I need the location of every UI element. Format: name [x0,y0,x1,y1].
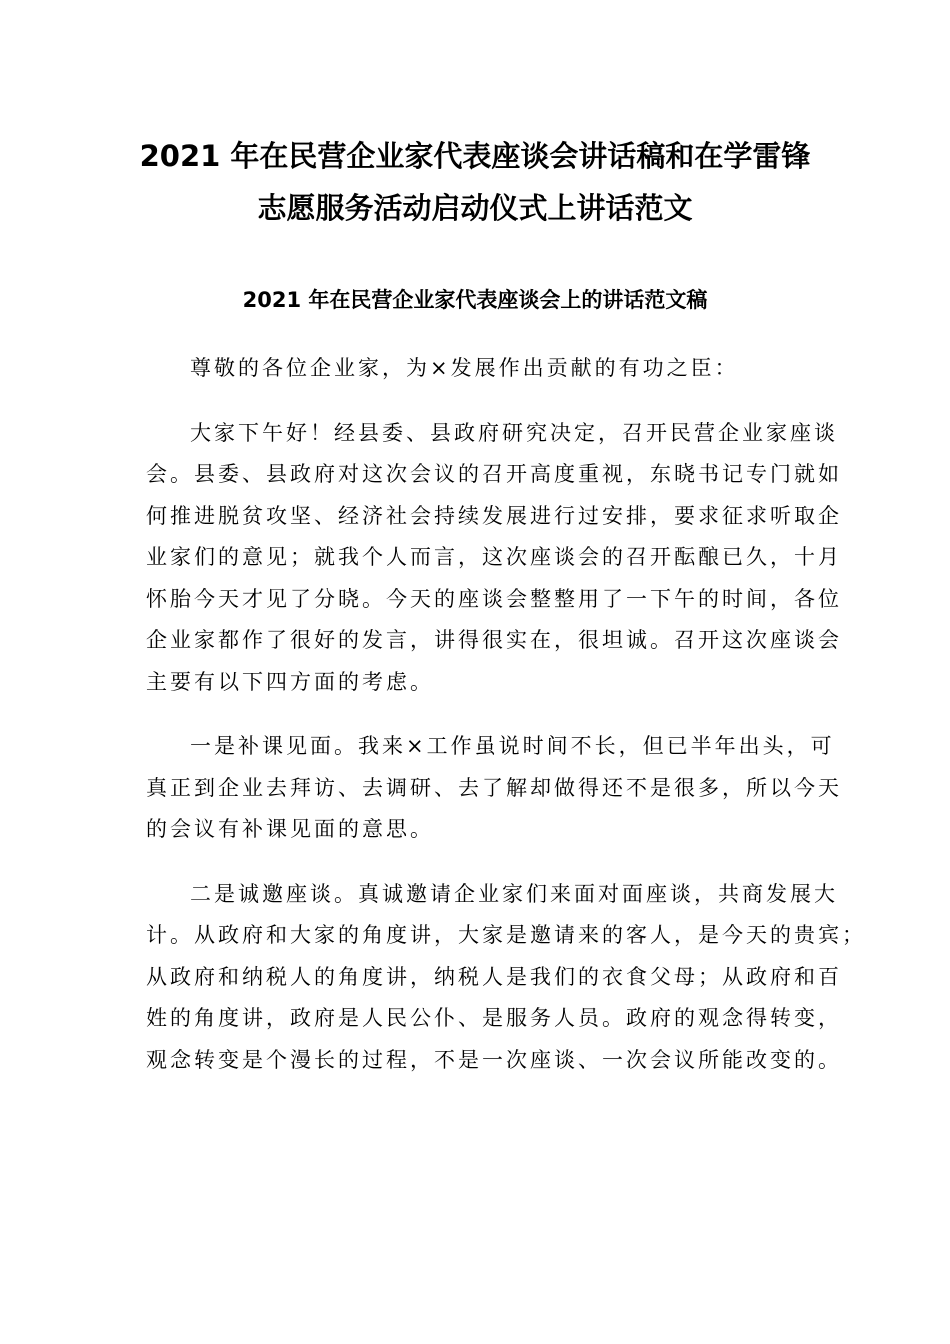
paragraph-line: 尊敬的各位企业家，为×发展作出贡献的有功之臣： [190,356,739,380]
paragraph-line: 企业家都作了很好的发言，讲得很实在，很坦诚。召开这次座谈会 [146,628,842,652]
paragraph-line: 主要有以下四方面的考虑。 [146,669,434,694]
paragraph-line: 观念转变是个漫长的过程，不是一次座谈、一次会议所能改变的。 [146,1047,842,1072]
document-title-line: 2021 年在民营企业家代表座谈会讲话稿和在学雷锋 [139,139,811,173]
paragraph-line: 何推进脱贫攻坚、经济社会持续发展进行过安排，要求征求听取企 [146,503,842,528]
paragraph-line: 从政府和纳税人的角度讲，纳税人是我们的衣食父母；从政府和百 [146,964,842,989]
paragraph-line: 会。县委、县政府对这次会议的召开高度重视，东晓书记专门就如 [146,462,842,486]
paragraph-line: 怀胎今天才见了分晓。今天的座谈会整整用了一下午的时间，各位 [146,586,842,611]
salutation-paragraph [146,348,806,390]
document-title-line: 志愿服务活动启动仪式上讲话范文 [257,191,693,225]
section-title: 2021 年在民营企业家代表座谈会上的讲话范文稿 [242,288,708,312]
paragraph-line: 计。从政府和大家的角度讲，大家是邀请来的客人，是今天的贵宾； [146,923,866,947]
document-title [100,130,850,234]
paragraph-line: 真正到企业去拜访、去调研、去了解却做得还不是很多，所以今天 [146,775,842,800]
paragraph-line: 的会议有补课见面的意思。 [146,817,434,841]
paragraph-line: 一是补课见面。我来×工作虽说时间不长，但已半年出头，可 [190,734,835,758]
paragraph-line: 姓的角度讲，政府是人民公仆、是服务人员。政府的观念得转变， [146,1006,842,1030]
paragraph-line: 二是诚邀座谈。真诚邀请企业家们来面对面座谈，共商发展大 [190,881,838,906]
opening-paragraph [146,413,842,704]
point-two-paragraph [146,874,866,1082]
point-one-paragraph [146,726,842,851]
paragraph-line: 大家下午好！经县委、县政府研究决定，召开民营企业家座谈 [190,420,838,445]
paragraph-line: 业家们的意见；就我个人而言，这次座谈会的召开酝酿已久，十月 [146,545,842,569]
document-body [146,348,866,1081]
